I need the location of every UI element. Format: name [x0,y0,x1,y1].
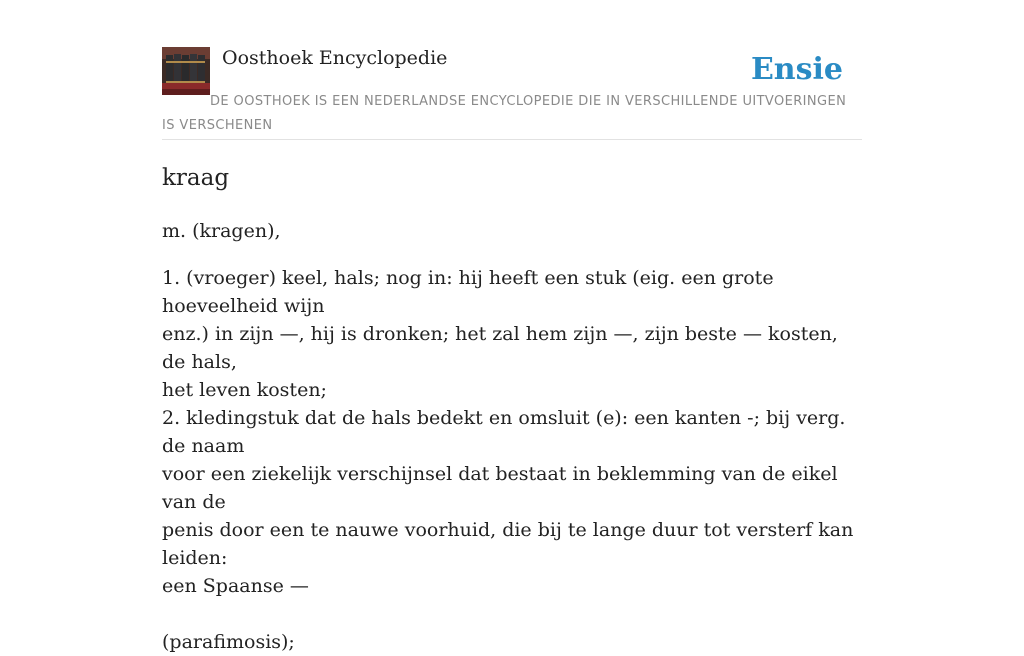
definition-line: penis door een te nauwe voorhuid, die bij te lange duur tot versterf kan leiden: [162,519,854,569]
definition-line: een Spaanse — [162,575,309,597]
definition-line: 2. kledingstuk dat de hals bedekt en omsluit (e): een kanten -; bij verg. de naam [162,407,846,457]
definition-line: enz.) in zijn —, hij is dronken; het zal hem zijn —, zijn beste — kosten, de hals, [162,323,838,373]
site-header [162,46,862,140]
definition-blank-line [162,600,862,628]
encyclopedia-books-icon [162,47,210,95]
site-tagline: DE OOSTHOEK IS EEN NEDERLANDSE ENCYCLOPEDIE DIE IN VERSCHILLENDE UITVOERINGEN IS VERSCHENEN [162,94,847,133]
definition-line: 1. (vroeger) keel, hals; nog in: hij heeft een stuk (eig. een grote hoeveelheid wijn [162,267,774,317]
entry-term: kraag [162,165,230,191]
entry-definition [162,264,862,656]
definition-line: het leven kosten; [162,379,327,401]
entry-content [162,162,862,656]
site-title[interactable]: Oosthoek Encyclopedie [222,47,448,69]
entry-grammar: m. (kragen), [162,220,281,242]
definition-line: voor een ziekelijk verschijnsel dat bestaat in beklemming van de eikel van de [162,463,838,513]
definition-line: (parafimosis); [162,631,295,653]
brand-logo[interactable]: Ensie [750,52,843,87]
avatar[interactable] [162,47,210,95]
